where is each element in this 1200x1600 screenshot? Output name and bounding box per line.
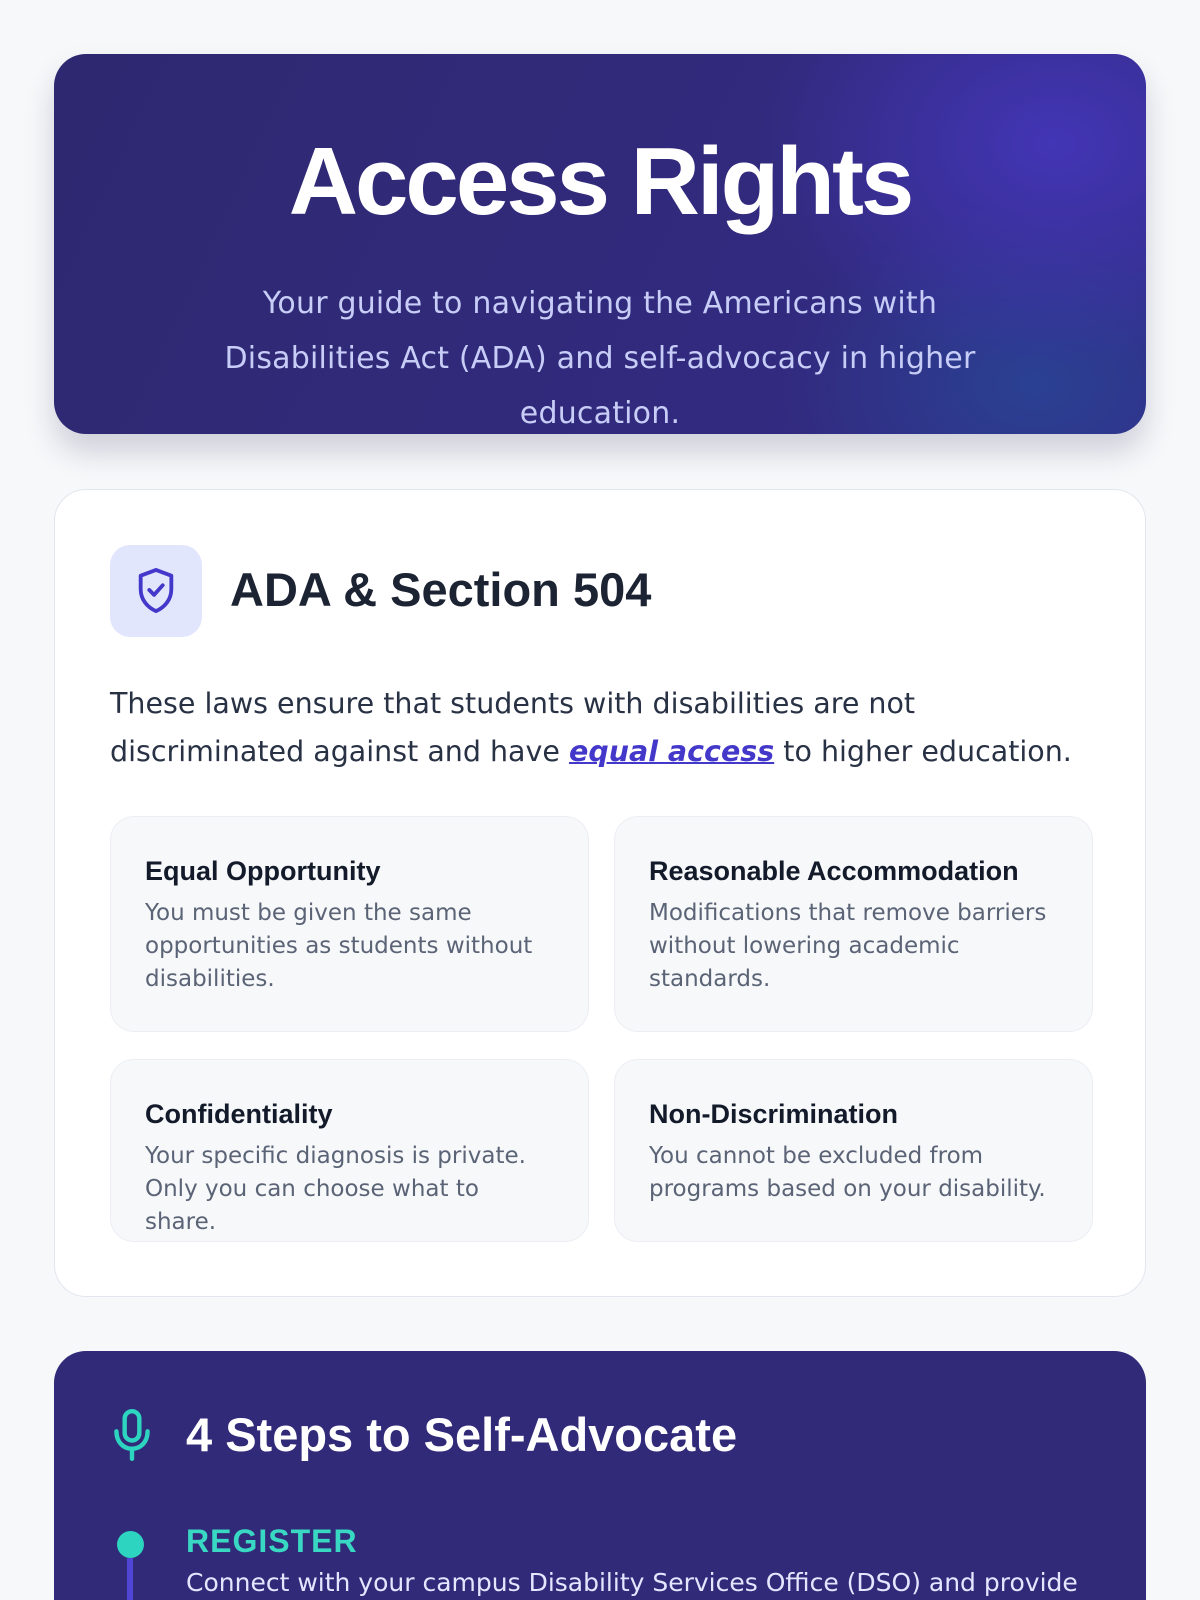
principle-body: You cannot be excluded from programs based on your disability. — [649, 1143, 1046, 1202]
section-title: ADA & Section 504 — [230, 563, 652, 616]
principle-title: Non-Discrimination — [649, 1099, 899, 1129]
step-marker — [117, 1531, 144, 1558]
principle-body: Modifications that remove barriers without lowering academic standards. — [649, 900, 1047, 992]
ada-section-card — [54, 489, 1146, 1297]
principle-card — [110, 816, 589, 1032]
step-description: Connect with your campus Disability Services Office (DSO) and provide — [186, 1568, 1078, 1597]
principle-card — [110, 1059, 589, 1242]
principle-title: Equal Opportunity — [145, 856, 381, 886]
hero-subtitle: Your guide to navigating the Americans with Disabilities Act (ADA) and self-advocacy in higher education. — [224, 286, 976, 431]
principle-body: You must be given the same opportunities as students without disabilities. — [145, 900, 533, 992]
hero-banner — [54, 54, 1146, 434]
principle-card — [614, 1059, 1093, 1242]
principle-card — [614, 816, 1093, 1032]
equal-access-link[interactable]: equal access — [568, 735, 775, 768]
self-advocacy-steps — [54, 1351, 1146, 1600]
section-intro — [110, 680, 1090, 776]
steps-title: 4 Steps to Self-Advocate — [186, 1408, 738, 1461]
step-name: REGISTER — [186, 1523, 358, 1559]
page-title: Access Rights — [288, 128, 912, 235]
principle-title: Confidentiality — [145, 1099, 333, 1129]
principle-title: Reasonable Accommodation — [649, 856, 1019, 886]
principle-body: Your specific diagnosis is private. Only you can choose what to share. — [145, 1143, 526, 1235]
shield-check-icon — [110, 545, 202, 637]
intro-text: These laws ensure that students with disabilities are not discriminated against and have — [110, 687, 916, 768]
microphone-icon — [110, 1407, 154, 1463]
step-connector — [127, 1558, 133, 1600]
intro-text-end: to higher education. — [774, 735, 1072, 768]
